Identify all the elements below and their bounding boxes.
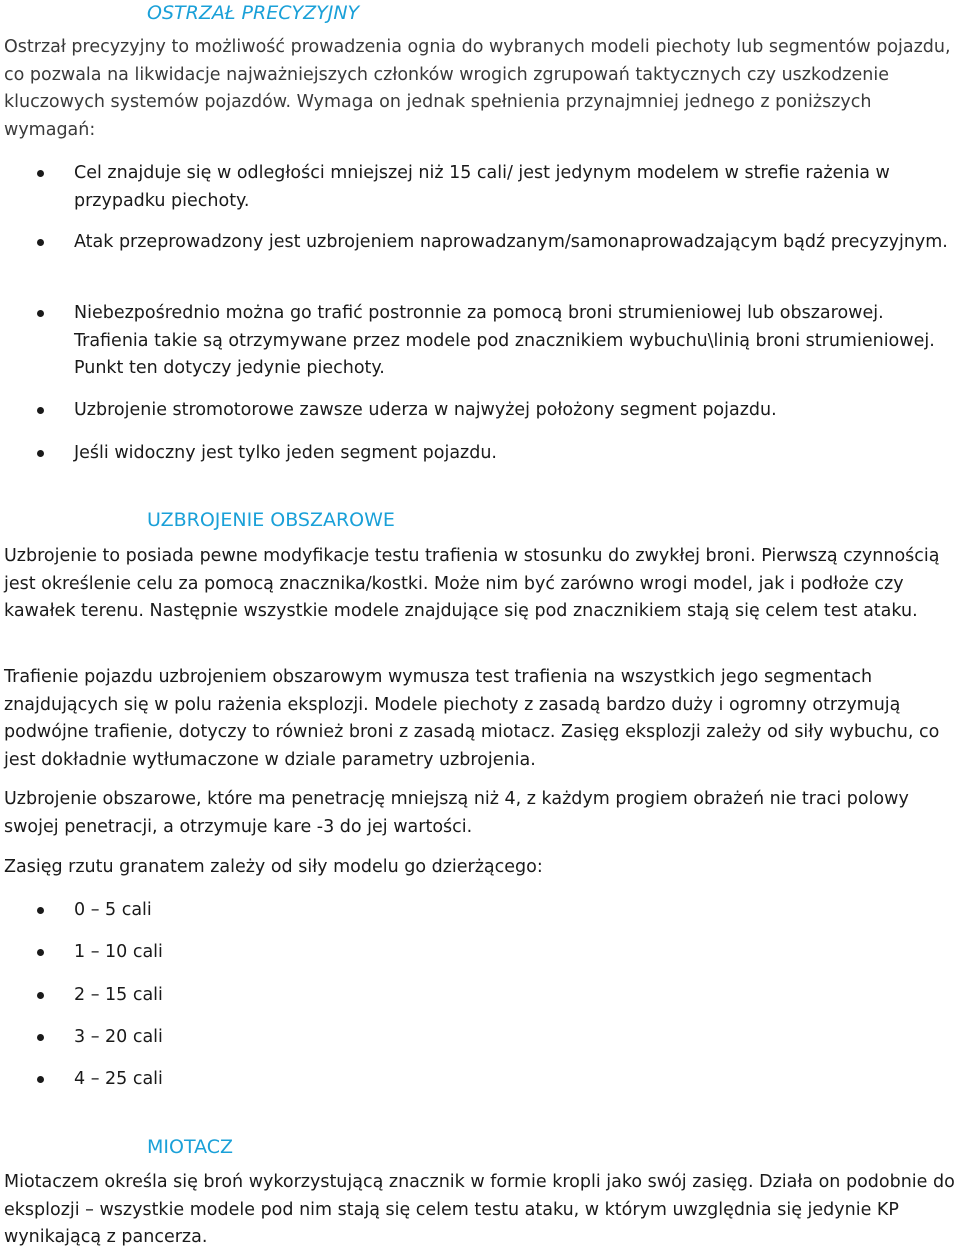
bullet-dot-icon xyxy=(37,992,44,999)
section2-paragraph: Trafienie pojazdu uzbrojeniem obszarowym wymusza test trafienia na wszystkich jego segmentach znajdujących się w polu rażenia eksplozji. Modele piechoty z zasadą bardzo duży i ogromny otrzymują podwójne trafienie, dotyczy to również broni z zasadą miotacz. Zasięg eksplozji zależy od siły wybuchu, co jest dokładnie wytłumaczone w dziale parametry uzbrojenia. xyxy=(4,667,940,770)
list-item-text: Cel znajduje się w odległości mniejszej niż 15 cali/ jest jedynym modelem w strefie rażenia w przypadku piechoty. xyxy=(74,163,890,211)
section2-paragraph: Uzbrojenie to posiada pewne modyfikacje testu trafienia w stosunku do zwykłej broni. Pierwszą czynnością jest określenie celu za pomocą znacznika/kostki. Może nim być zarówno wrogi model, jak i podłoże czy kawałek terenu. Następnie wszystkie modele znajdujące się pod znacznikiem stają się celem test ataku. xyxy=(4,546,940,621)
range-list-item-text: 2 – 15 cali xyxy=(74,985,163,1005)
range-list-item-text: 3 – 20 cali xyxy=(74,1027,163,1047)
list-item-text: Uzbrojenie stromotorowe zawsze uderza w najwyżej położony segment pojazdu. xyxy=(74,400,777,420)
bullet-dot-icon xyxy=(37,450,44,457)
range-list-item-text: 4 – 25 cali xyxy=(74,1069,163,1089)
section-heading-ostrzal-precyzyjny: OSTRZAŁ PRECYZYJNY xyxy=(147,2,360,24)
section1-intro-paragraph: Ostrzał precyzyjny to możliwość prowadzenia ognia do wybranych modeli piechoty lub segmentów pojazdu, co pozwala na likwidacje najważniejszych członków wrogich zgrupowań taktycznych czy uszkodzenie kluczowych systemów pojazdów. Wymaga on jednak spełnienia przynajmniej jednego z poniższych wymagań: xyxy=(4,37,951,140)
section2-paragraph: Zasięg rzutu granatem zależy od siły modelu go dzierżącego: xyxy=(4,857,543,877)
bullet-dot-icon xyxy=(37,310,44,317)
list-item-text: Jeśli widoczny jest tylko jeden segment pojazdu. xyxy=(74,443,497,463)
bullet-dot-icon xyxy=(37,170,44,177)
bullet-dot-icon xyxy=(37,239,44,246)
bullet-dot-icon xyxy=(37,1076,44,1083)
section3-paragraph: Miotaczem określa się broń wykorzystującą znacznik w formie kropli jako swój zasięg. Działa on podobnie do eksplozji – wszystkie modele pod nim stają się celem testu ataku, w którym uwzględnia się jedynie KP wynikającą z pancerza. xyxy=(4,1172,955,1247)
range-list-item-text: 0 – 5 cali xyxy=(74,900,152,920)
bullet-dot-icon xyxy=(37,407,44,414)
bullet-dot-icon xyxy=(37,949,44,956)
bullet-dot-icon xyxy=(37,907,44,914)
bullet-dot-icon xyxy=(37,1034,44,1041)
list-item-text: Niebezpośrednio można go trafić postronnie za pomocą broni strumieniowej lub obszarowej. Trafienia takie są otrzymywane przez modele pod znacznikiem wybuchu\linią broni strumieniowej. Punkt ten dotyczy jedynie piechoty. xyxy=(74,303,935,378)
section2-paragraph: Uzbrojenie obszarowe, które ma penetrację mniejszą niż 4, z każdym progiem obrażeń nie traci polowy swojej penetracji, a otrzymuje kare -3 do jej wartości. xyxy=(4,789,909,837)
range-list-item-text: 1 – 10 cali xyxy=(74,942,163,962)
section-heading-miotacz: MIOTACZ xyxy=(147,1136,234,1158)
list-item-text: Atak przeprowadzony jest uzbrojeniem naprowadzanym/samonaprowadzającym bądź precyzyjnym. xyxy=(74,232,948,252)
section-heading-uzbrojenie-obszarowe: UZBROJENIE OBSZAROWE xyxy=(147,509,395,531)
